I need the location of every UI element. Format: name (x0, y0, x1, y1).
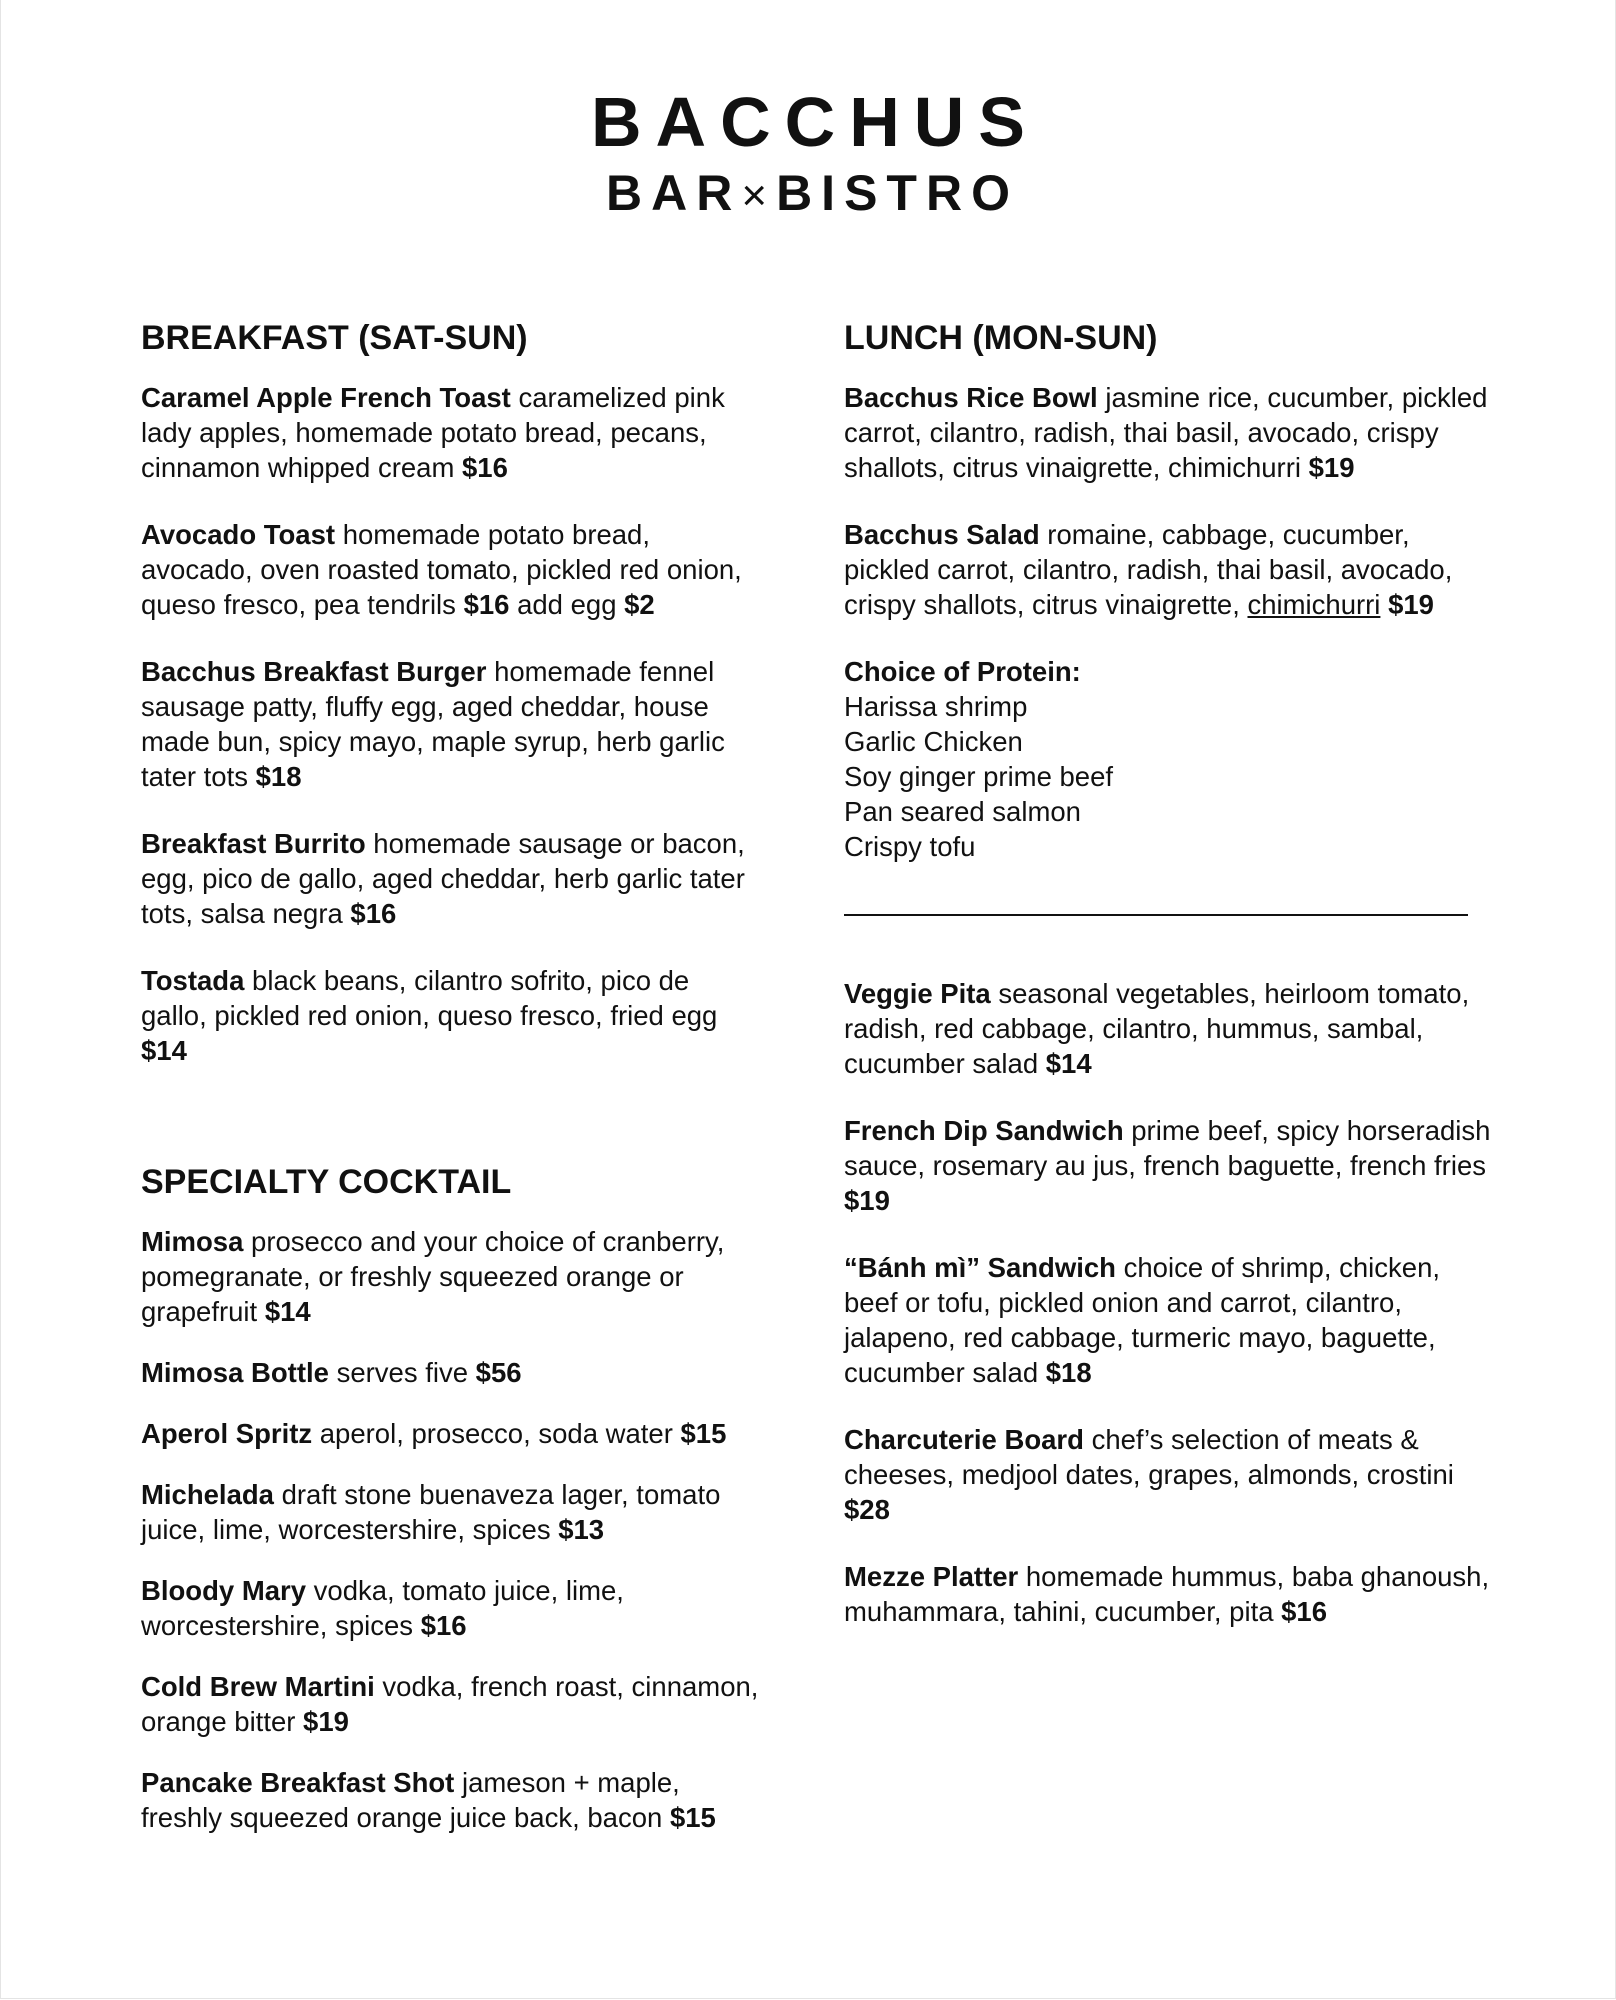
menu-item (141, 1477, 761, 1547)
menu-item (141, 1669, 761, 1739)
item-name: Bacchus Breakfast Burger (141, 656, 487, 687)
section-divider (844, 914, 1468, 916)
lunch-title: LUNCH (MON-SUN) (844, 319, 1158, 357)
item-name: Breakfast Burrito (141, 828, 366, 859)
item-desc: jameson + maple, freshly squeezed orange juice back, bacon (141, 1767, 680, 1833)
section-spacer (141, 1100, 761, 1162)
item-price: $56 (475, 1357, 522, 1388)
breakfast-title: BREAKFAST (SAT-SUN) (141, 319, 528, 357)
item-desc: black beans, cilantro sofrito, pico de gallo, pickled red onion, queso fresco, fried egg (141, 965, 718, 1031)
item-name: Mimosa Bottle (141, 1357, 329, 1388)
item-desc: seasonal vegetables, heirloom tomato, radish, red cabbage, cilantro, hummus, sambal, cucumber salad (844, 978, 1470, 1079)
right-column (844, 318, 1494, 1661)
protein-option: Garlic Chicken (844, 726, 1023, 757)
item-desc: choice of shrimp, chicken, beef or tofu, pickled onion and carrot, cilantro, jalapeno, red cabbage, turmeric mayo, baguette, cucumber salad (844, 1252, 1441, 1388)
item-name: Mezze Platter (844, 1561, 1019, 1592)
protein-option: Soy ginger prime beef (844, 761, 1114, 792)
menu-item (141, 1224, 761, 1329)
menu-item (141, 654, 761, 794)
menu-item (844, 517, 1494, 622)
item-price: $18 (255, 761, 302, 792)
brand-subtitle (0, 163, 1616, 226)
menu-item (141, 517, 761, 622)
item-desc: caramelized pink lady apples, homemade potato bread, pecans, cinnamon whipped cream (141, 382, 725, 483)
item-price: $19 (1308, 452, 1355, 483)
brand-name: BACCHUS (591, 83, 1039, 161)
item-price: $16 (463, 589, 510, 620)
item-price: $19 (844, 1185, 890, 1216)
item-addon: add egg (517, 589, 617, 620)
cocktail-title: SPECIALTY COCKTAIL (141, 1163, 512, 1201)
cocktail-section (141, 1162, 761, 1835)
protein-option: Pan seared salmon (844, 796, 1081, 827)
item-price: $14 (264, 1296, 311, 1327)
item-name: Bacchus Rice Bowl (844, 382, 1098, 413)
item-name: Caramel Apple French Toast (141, 382, 511, 413)
item-desc: homemade potato bread, avocado, oven roasted tomato, pickled red onion, queso fresco, pea tendrils (141, 519, 742, 620)
item-name: Charcuterie Board (844, 1424, 1084, 1455)
item-desc: serves five (336, 1357, 469, 1388)
item-price: $14 (1045, 1048, 1092, 1079)
item-desc: jasmine rice, cucumber, pickled carrot, cilantro, radish, thai basil, avocado, crispy shallots, citrus vinaigrette, chimichurri (844, 382, 1488, 483)
menu-item (141, 1416, 761, 1451)
item-name: Cold Brew Martini (141, 1671, 375, 1702)
item-addon-price: $2 (624, 589, 655, 620)
item-desc: vodka, tomato juice, lime, worcestershire, spices (141, 1575, 624, 1641)
item-name: Mimosa (141, 1226, 244, 1257)
item-name: Michelada (141, 1479, 274, 1510)
item-price: $14 (141, 1035, 187, 1066)
menu-item (141, 963, 761, 1068)
item-desc: prosecco and your choice of cranberry, pomegranate, or freshly squeezed orange or grapefruit (141, 1226, 725, 1327)
item-price: $16 (1281, 1596, 1328, 1627)
protein-option: Harissa shrimp (844, 691, 1028, 722)
item-name: Pancake Breakfast Shot (141, 1767, 455, 1798)
item-desc: chef’s selection of meats & cheeses, medjool dates, grapes, almonds, crostini (844, 1424, 1454, 1490)
item-price: $28 (844, 1494, 890, 1525)
item-price: $13 (558, 1514, 605, 1545)
menu-item (141, 1573, 761, 1643)
menu-item (844, 380, 1494, 485)
menu-item (141, 1765, 761, 1835)
item-price: $19 (1388, 589, 1434, 620)
brand-sub-x: × (741, 171, 777, 220)
menu-item (844, 1422, 1494, 1527)
item-desc: homemade hummus, baba ghanoush, muhammara, tahini, cucumber, pita (844, 1561, 1490, 1627)
brand-sub-right: BISTRO (776, 165, 1019, 221)
protein-block (844, 654, 1494, 864)
item-desc: homemade sausage or bacon, egg, pico de gallo, aged cheddar, herb garlic tater tots, salsa negra (141, 828, 745, 929)
item-name: French Dip Sandwich (844, 1115, 1124, 1146)
item-name: Bloody Mary (141, 1575, 307, 1606)
item-name: Bacchus Salad (844, 519, 1040, 550)
item-desc: homemade fennel sausage patty, fluffy egg, aged cheddar, house made bun, spicy mayo, maple syrup, herb garlic tater tots (141, 656, 725, 792)
menu-item (141, 1355, 761, 1390)
item-price: $16 (462, 452, 508, 483)
brand-sub-left: BAR (606, 165, 742, 221)
item-name: Tostada (141, 965, 245, 996)
item-name: “Bánh mì” Sandwich (844, 1252, 1116, 1283)
menu-item (844, 1113, 1494, 1218)
left-column (141, 318, 761, 1861)
menu-item (844, 976, 1494, 1081)
protein-option: Crispy tofu (844, 831, 976, 862)
item-price: $16 (350, 898, 397, 929)
item-price: $15 (669, 1802, 716, 1833)
item-desc: vodka, french roast, cinnamon, orange bitter (141, 1671, 759, 1737)
item-price: $19 (303, 1706, 349, 1737)
protein-list (844, 689, 1494, 864)
protein-title: Choice of Protein: (844, 656, 1081, 687)
menu-item (141, 826, 761, 931)
item-desc-underlined: chimichurri (1247, 589, 1381, 620)
menu-item (141, 380, 761, 485)
item-desc: aperol, prosecco, soda water (319, 1418, 673, 1449)
item-price: $18 (1045, 1357, 1092, 1388)
item-name: Aperol Spritz (141, 1418, 313, 1449)
item-desc: romaine, cabbage, cucumber, pickled carrot, cilantro, radish, thai basil, avocado, crispy shallots, citrus vinaigrette, (844, 519, 1453, 620)
item-price: $16 (420, 1610, 467, 1641)
item-desc: draft stone buenaveza lager, tomato juice, lime, worcestershire, spices (141, 1479, 721, 1545)
item-desc: prime beef, spicy horseradish sauce, rosemary au jus, french baguette, french fries (844, 1115, 1491, 1181)
menu-item (844, 1250, 1494, 1390)
item-name: Veggie Pita (844, 978, 991, 1009)
item-price: $15 (680, 1418, 727, 1449)
menu-item (844, 1559, 1494, 1629)
item-name: Avocado Toast (141, 519, 336, 550)
